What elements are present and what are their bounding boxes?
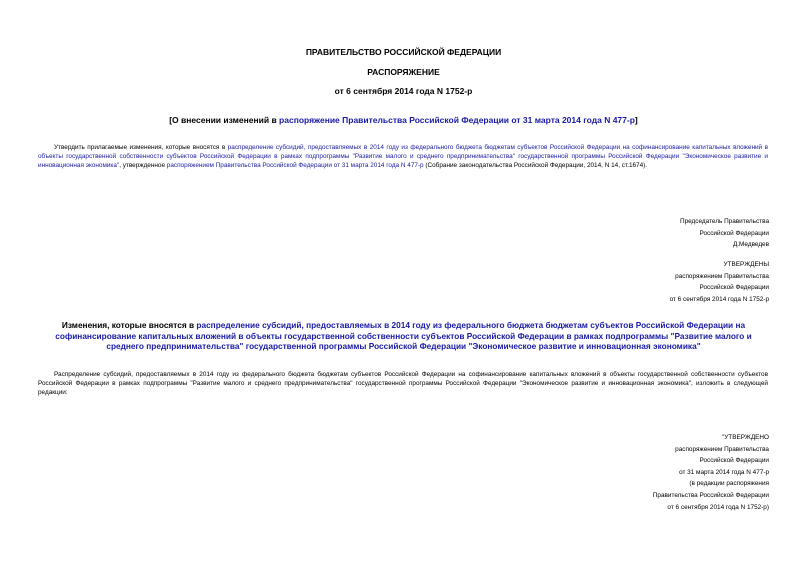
approval-block: [469, 259, 769, 305]
approval-label: УТВЕРЖДЕНЫ: [723, 261, 769, 268]
changes-title-link[interactable]: распределение субсидий, предоставляемых в 2014 году из федерального бюджета бюджетам субъектов Российской Федерации на софинансирование капитальных вложений в объекты государственной собственности субъектов Российской Федерации в рамках подпрограммы "Развитие малого и среднего предпринимательства" государственной программы Российской Федерации "Экономическое развитие и инновационная экономика": [55, 320, 752, 352]
signature-name: Д.Медведев: [732, 241, 769, 249]
order-text-3: (Собрание законодательства Российской Федерации, 2014, N 14, ст.1674).: [423, 162, 648, 170]
doc-issuer: ПРАВИТЕЛЬСТВО РОССИЙСКОЙ ФЕДЕРАЦИИ: [305, 47, 502, 57]
distribution-text: Распределение субсидий, предоставляемых в 2014 году из федерального бюджета бюджетам субъектов Российской Федерации на софинансирование капитальных вложений в объекты государственной собственности субъектов Российской Федерации в рамках подпрограммы "Развитие малого и среднего предпринимательства" государственной программы Российской Федерации "Экономическое развитие и инновационная экономика", изложить в следующей редакции:: [38, 371, 768, 397]
order-text-2: , утвержденное: [119, 162, 167, 170]
distribution-paragraph: [38, 370, 768, 398]
distribution-link[interactable]: распределение субсидий, предоставляемых в 2014 году из федерального бюджета бюджетам субъектов Российской Федерации на софинансирование капитальных вложений в объекты государственной собственности субъектов Российской Федерации в рамках подпрограммы "Развитие малого и среднего предпринимательства" государственной программы Российской Федерации "Экономическое развитие и инновационная экономика": [38, 144, 768, 170]
signature-country: Российской Федерации: [699, 229, 769, 237]
approval-line-4: от 6 сентября 2014 года N 1752-р: [669, 295, 769, 303]
approval2-line-4: от 31 марта 2014 года N 477-р: [679, 468, 769, 476]
approval2-label: "УТВЕРЖДЕНО: [721, 434, 769, 441]
order-477-link[interactable]: распоряжением Правительства Российской Федерации от 31 марта 2014 года N 477-р: [166, 162, 424, 170]
approval2-line-6: Правительства Российской Федерации: [652, 491, 769, 499]
changes-section-title: [42, 320, 765, 352]
order-text-1: Утвердить прилагаемые изменения, которые вносятся в: [54, 144, 228, 151]
approval2-line-7: от 6 сентября 2014 года N 1752-р): [667, 503, 769, 511]
doc-type: РАСПОРЯЖЕНИЕ: [367, 67, 440, 77]
doc-date-number: от 6 сентября 2014 года N 1752-р: [334, 86, 473, 96]
approval2-line-5: (в редакции распоряжения: [689, 480, 769, 488]
order-paragraph: [38, 143, 768, 171]
approval2-line-2: распоряжением Правительства: [675, 445, 769, 453]
approval-block-2: [469, 432, 769, 513]
doc-title-suffix: ]: [634, 115, 638, 125]
signature-block: [469, 216, 769, 251]
signature-position: Председатель Правительства: [680, 218, 769, 225]
approval2-line-3: Российской Федерации: [699, 457, 769, 465]
doc-title-prefix: [О внесении изменений в: [169, 115, 280, 125]
changes-title-prefix: Изменения, которые вносятся в: [61, 320, 197, 330]
approval-line-2: распоряжением Правительства: [675, 272, 769, 280]
doc-title-link[interactable]: распоряжение Правительства Российской Федерации от 31 марта 2014 года N 477-р: [279, 115, 635, 125]
approval-line-3: Российской Федерации: [699, 284, 769, 292]
doc-title: [0, 115, 807, 126]
